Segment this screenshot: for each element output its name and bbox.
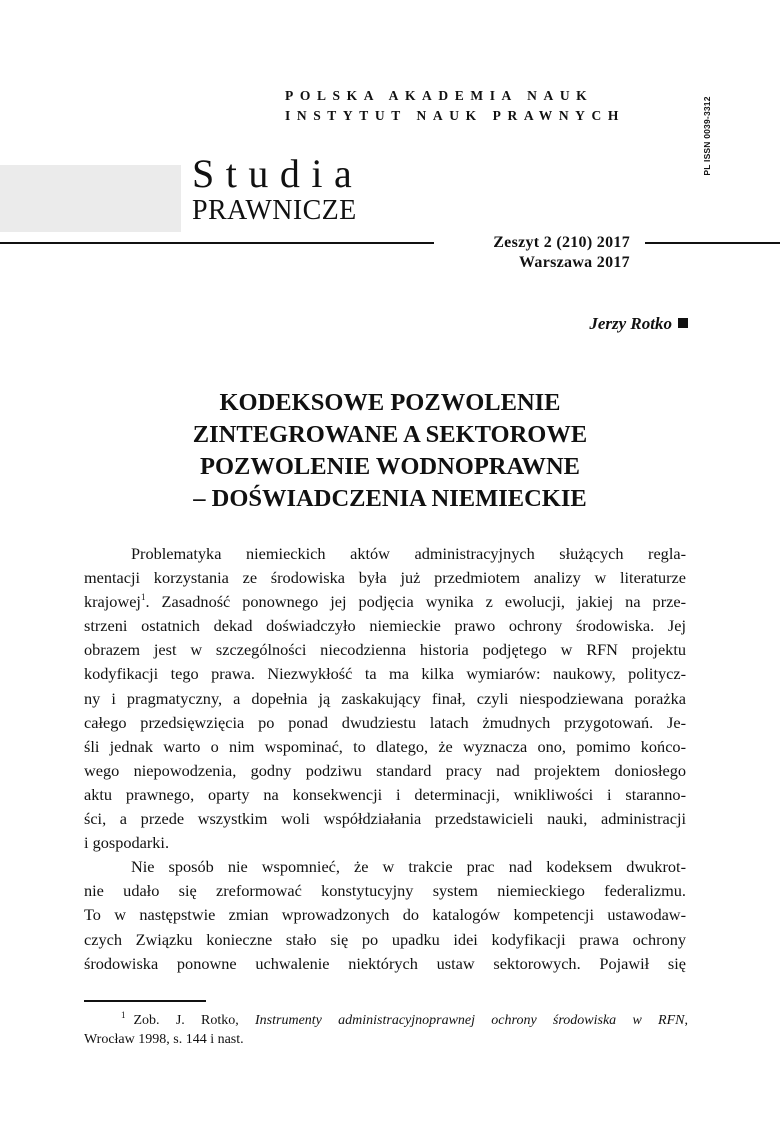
author-line: [589, 313, 688, 335]
body-line: kodyfikacji tego prawa. Niezwykłość ta ma kilka wymiarów: naukowy, politycz-: [84, 664, 686, 684]
journal-title: Studia: [192, 151, 364, 196]
paragraph-1: [84, 542, 686, 855]
footnote-separator: [84, 1000, 206, 1002]
body-line: strzeni ostatnich dekad doświadczyło niemieckie prawo ochrony środowiska. Jej: [84, 616, 686, 636]
title-line: POZWOLENIE WODNOPRAWNE: [199, 453, 581, 480]
title-line: – DOŚWIADCZENIA NIEMIECKIE: [193, 485, 587, 512]
footnote-reference[interactable]: 1: [140, 592, 146, 603]
article-body: [84, 542, 686, 976]
footnote-text: ,: [684, 1013, 688, 1028]
issn-vertical: [700, 88, 714, 184]
header-rule-left: [0, 242, 434, 244]
body-line: i gospodarki.: [84, 833, 170, 853]
footnote: [84, 1006, 688, 1049]
header-rule-right: [645, 242, 780, 244]
footnote-text: Zob. J. Rotko,: [133, 1013, 256, 1028]
paragraph-2: [84, 855, 686, 975]
institution-line-1: POLSKA AKADEMIA NAUK: [285, 88, 594, 103]
body-line-with-footnote: [84, 590, 686, 614]
issn-text: PL ISSN 0039-3312: [702, 96, 712, 176]
footnote-cited-title: Instrumenty administracyjnoprawnej ochrony środowiska w RFN: [255, 1013, 685, 1028]
article-title: [84, 387, 696, 515]
square-bullet-icon: [678, 318, 688, 328]
masthead-grey-block: [0, 165, 181, 232]
body-line: nie udało się zreformować konstytucyjny system niemieckiego federalizmu.: [84, 881, 686, 901]
title-line: ZINTEGROWANE A SEKTOROWE: [192, 421, 588, 448]
body-line: całego przedsięwzięcia po ponad dwudziestu latach żmudnych przygotowań. Je-: [84, 712, 686, 732]
body-line: czych Związku konieczne stało się po upadku idei kodyfikacji prawa ochrony: [84, 929, 686, 949]
body-text: krajowej: [84, 592, 141, 612]
body-line: ny i pragmatyczny, a dopełnia ją zaskakujący finał, czyli niespodziewana porażka: [84, 688, 686, 708]
body-line: aktu prawnego, oparty na konsekwencji i determinacji, wnikliwości i staranno-: [84, 784, 686, 804]
body-line: śli jednak warto o nim wspominać, to dlatego, że wyznacza ono, pomimo końco-: [84, 736, 686, 756]
issue-number: Zeszyt 2 (210) 2017: [493, 234, 630, 251]
body-line: Nie sposób nie wspomnieć, że w trakcie prac nad kodeksem dwukrot-: [131, 857, 686, 877]
issue-place-year: Warszawa 2017: [518, 254, 630, 271]
footnote-number: 1: [121, 1010, 126, 1020]
body-line: mentacji korzystania ze środowiska była już przedmiotem analizy w literaturze: [84, 568, 686, 588]
body-line: Problematyka niemieckich aktów administracyjnych służących regla-: [131, 544, 686, 563]
institution-line-2: INSTYTUT NAUK PRAWNYCH: [285, 108, 625, 123]
body-line: obrazem jest w szczególności niecodzienna historia podjętego w RFN projektu: [84, 640, 686, 660]
title-line: KODEKSOWE POZWOLENIE: [219, 389, 561, 416]
body-line: środowiska ponowne uchwalenie niektórych ustaw sektorowych. Pojawił się: [84, 953, 686, 973]
author-name: Jerzy Rotko: [589, 314, 672, 333]
journal-subtitle: PRAWNICZE: [192, 195, 357, 226]
footnote-line: Wrocław 1998, s. 144 i nast.: [84, 1032, 244, 1047]
footnote-line: [84, 1006, 688, 1030]
body-line: To w następstwie zmian wprowadzonych do katalogów kompetencji ustawodaw-: [84, 905, 686, 925]
issue-info: [493, 233, 630, 273]
body-line: wego niepowodzenia, godny podziwu standard pracy nad projektem doniosłego: [84, 760, 686, 780]
body-text: . Zasadność ponownego jej podjęcia wynika z ewolucji, jakiej na prze-: [145, 592, 686, 612]
body-line: ści, a przede wszystkim woli współdziałania przedstawicieli nauki, administracji: [84, 809, 686, 829]
